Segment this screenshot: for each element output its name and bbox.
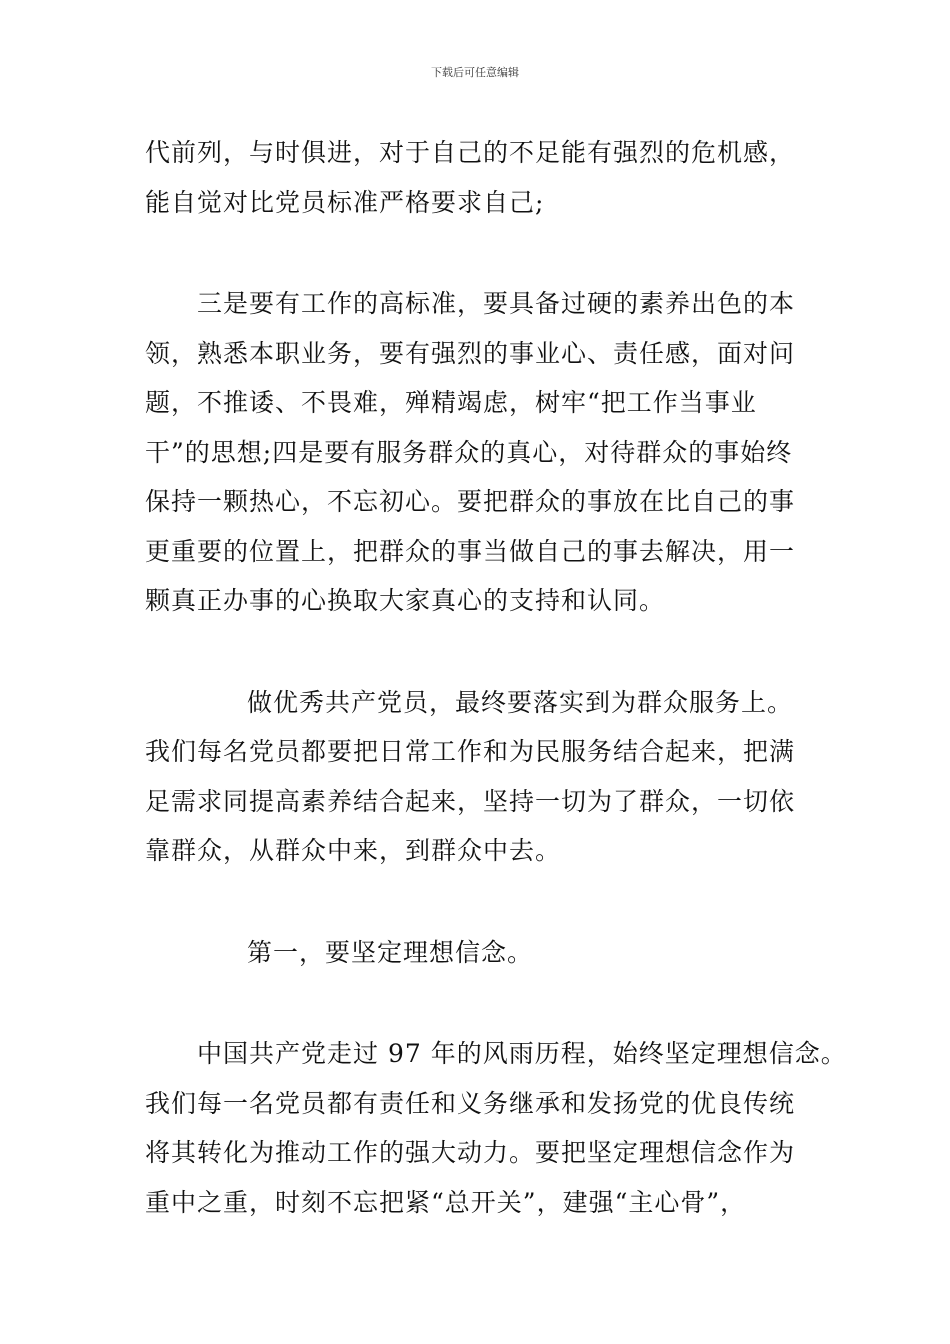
text-line: 题，不推诿、不畏难，殚精竭虑，树牢“把工作当事业 [145, 388, 757, 417]
text-line: 保持一颗热心，不忘初心。要把群众的事放在比自己的事 [145, 487, 796, 516]
paragraph-1 [145, 128, 835, 227]
text-line: 能自觉对比党员标准严格要求自己; [145, 187, 545, 217]
text-line: 重中之重，时刻不忘把紧“总开关”，建强“主心骨”， [145, 1187, 747, 1217]
text-line: 颗真正办事的心换取大家真心的支持和认同。 [145, 586, 666, 615]
text-line: 中国共产党走过 97 年的风雨历程，始终坚定理想信念。 [197, 1039, 847, 1068]
document-body [145, 128, 847, 1227]
page-header: 下载后可任意编辑 [431, 66, 519, 79]
paragraph-2 [145, 279, 835, 626]
text-line: 我们每名党员都要把日常工作和为民服务结合起来，把满 [145, 737, 796, 766]
paragraph-4-heading [145, 928, 835, 978]
text-line: 我们每一名党员都有责任和义务继承和发扬党的优良传统 [145, 1088, 796, 1118]
paragraph-3 [145, 678, 835, 876]
text-line: 靠群众，从群众中来，到群众中去。 [145, 836, 562, 865]
text-line: 领，熟悉本职业务，要有强烈的事业心、责任感，面对问 [145, 338, 796, 368]
paragraph-5 [145, 1029, 847, 1227]
text-line: 干”的思想;四是要有服务群众的真心，对待群众的事始终 [145, 437, 793, 467]
text-line: 做优秀共产党员，最终要落实到为群众服务上。 [247, 687, 794, 717]
text-line: 足需求同提高素养结合起来，坚持一切为了群众，一切依 [145, 786, 796, 816]
text-line: 三是要有工作的高标准，要具备过硬的素养出色的本 [197, 289, 796, 318]
text-line: 更重要的位置上，把群众的事当做自己的事去解决，用一 [145, 536, 796, 566]
text-line: 代前列，与时俱进，对于自己的不足能有强烈的危机感， [145, 138, 796, 167]
text-line: 将其转化为推动工作的强大动力。要把坚定理想信念作为 [145, 1138, 796, 1167]
section-heading: 第一，要坚定理想信念。 [247, 937, 534, 967]
